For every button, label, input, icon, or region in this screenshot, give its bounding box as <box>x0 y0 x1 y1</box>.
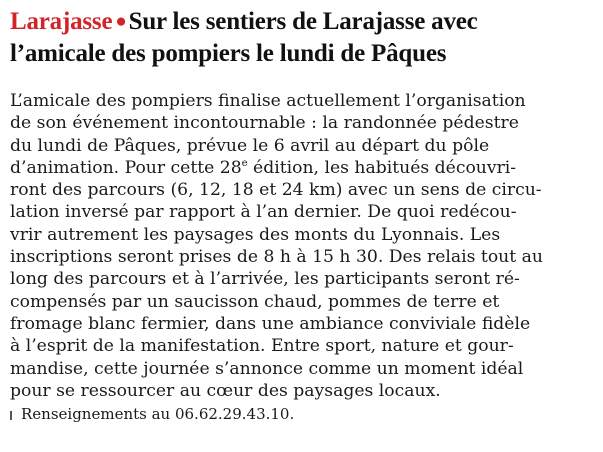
body-line: de son événement incontournable : la randonnée pédestre <box>10 113 519 134</box>
ordinal-suffix: e <box>241 157 248 169</box>
body-text: d’animation. Pour cette 28 <box>10 157 242 178</box>
bullet-icon: ● <box>115 11 127 32</box>
headline-location: Larajasse <box>10 8 113 35</box>
headline <box>10 6 598 70</box>
info-text: Renseignements au 06.62.29.43.10. <box>21 405 295 424</box>
body-line: vrir autrement les paysages des monts du Lyonnais. Les <box>10 224 501 245</box>
info-line <box>10 403 598 425</box>
body-line: pour se ressourcer au cœur des paysages locaux. <box>10 380 441 401</box>
body-line: mandise, cette journée s’annonce comme un moment idéal <box>10 358 524 379</box>
headline-title-line1: Sur les sentiers de Larajasse avec <box>128 8 478 35</box>
body-line: L’amicale des pompiers finalise actuellement l’organisation <box>10 91 526 111</box>
body-line: à l’esprit de la manifestation. Entre sport, nature et gour- <box>10 336 514 357</box>
body-line <box>10 157 598 179</box>
headline-title-line2: l’amicale des pompiers le lundi de Pâques <box>10 40 447 67</box>
body-line: du lundi de Pâques, prévue le 6 avril au départ du pôle <box>10 135 490 156</box>
body-line: inscriptions seront prises de 8 h à 15 h 30. Des relais tout au <box>10 247 543 268</box>
article-body <box>10 90 598 402</box>
body-line: fromage blanc fermier, dans une ambiance conviviale fidèle <box>10 313 531 334</box>
body-line: compensés par un saucisson chaud, pommes de terre et <box>10 291 500 312</box>
info-marker-icon <box>10 411 12 420</box>
body-text: édition, les habitués découvri- <box>247 157 517 178</box>
body-line: lation inversé par rapport à l’an dernier. De quoi redécou- <box>10 202 517 223</box>
body-line: ront des parcours (6, 12, 18 et 24 km) avec un sens de circu- <box>10 180 542 201</box>
article <box>10 6 598 425</box>
body-line: long des parcours et à l’arrivée, les participants seront ré- <box>10 269 520 290</box>
